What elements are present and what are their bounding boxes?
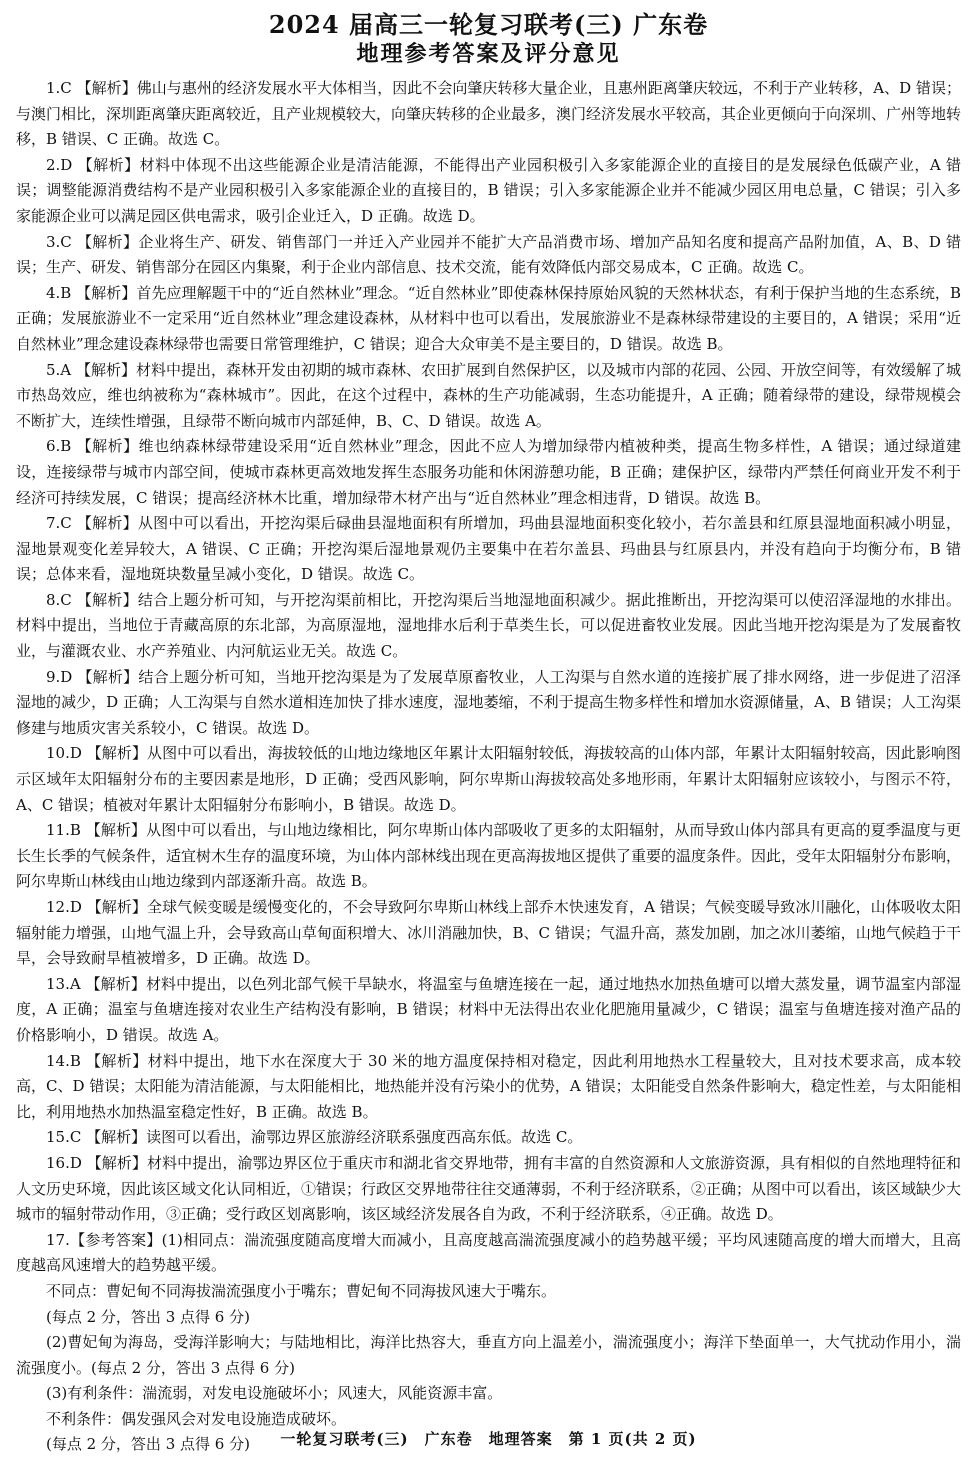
answer-number: 12.D <box>46 898 82 916</box>
analysis-tag: 【解析】 <box>86 898 147 916</box>
answer-text: 结合上题分析可知，当地开挖沟渠是为了发展草原畜牧业，人工沟渠与自然水道的连接扩展了排水网络，进一步促进了沼泽湿地的减少，D 正确；人工沟渠与自然水道相连加快了排水速度，湿地萎缩，不利于提高生物多样性和增加水资源储量，A、B 错误；人工沟渠修建与地质灾害关系较小，C 错误。故选 D。 <box>16 667 961 737</box>
answer-number: 15.C <box>46 1128 82 1147</box>
page-footer: 一轮复习联考(三) 广东卷 地理答案 第 1 页(共 2 页) <box>280 1430 697 1448</box>
answer-item <box>16 972 961 1049</box>
answer-item <box>16 434 961 511</box>
answer-text: 材料中提出，以色列北部气候干旱缺水，将温室与鱼塘连接在一起，通过地热水加热鱼塘可以增大蒸发量，调节温室内部湿度，A 正确；温室与鱼塘连接对农业生产结构没有影响，B 错误；材料中无法得出农业化肥施用量减少，C 错误；温室与鱼塘连接对渔产品的价格影响小，D 错误。故选 A。 <box>16 974 961 1044</box>
analysis-tag: 【解析】 <box>76 437 139 456</box>
answer-text: 从图中可以看出，海拔较低的山地边缘地区年累计太阳辐射较低，海拔较高的山体内部，年累计太阳辐射较高，因此影响图示区域年太阳辐射分布的主要因素是地形，D 正确；受西风影响，阿尔卑斯山海拔较高处多地形雨，年累计太阳辐射应该较小，与图示不符，A、C 错误；植被对年累计太阳辐射分布影响小，B 错误。故选 D。 <box>16 744 961 814</box>
answer-item <box>16 588 961 665</box>
q17-scoring-note: (每点 2 分，答出 3 点得 6 分) <box>46 1435 250 1454</box>
answer-number: 3.C <box>46 232 72 251</box>
analysis-tag: 【解析】 <box>85 974 146 993</box>
answer-item <box>16 741 961 818</box>
answer-number: 14.B <box>46 1051 81 1070</box>
answer-number: 16.D <box>46 1153 82 1172</box>
analysis-tag: 【解析】 <box>76 283 137 302</box>
answer-text: 维也纳森林绿带建设采用“近自然林业”理念，因此不应人为增加绿带内植被种类，提高生物多样性，A 错误；通过绿道建设，连接绿带与城市内部空间，使城市森林更高效地发挥生态服务功能和休闲游憩功能，B 正确；建保护区，绿带内严禁任何商业开发不利于经济可持续发展，C 错误；提高经济林木比重，增加绿带木材产出与“近自然林业”理念相违背，D 错误。故选 B。 <box>16 437 961 507</box>
answer-number: 9.D <box>46 667 73 686</box>
answer-number: 11.B <box>46 821 81 840</box>
answer-text: 材料中提出，森林开发由初期的城市森林、农田扩展到自然保护区，以及城市内部的花园、公园、开放空间等，有效缓解了城市热岛效应，维也纳被称为“森林城市”。因此，在这个过程中，森林的生产功能减弱，生态功能提升，A 正确；随着绿带的建设，绿带规模会不断扩大，连续性增强，且绿带不断向城市内部延伸，B、C、D 错误。故选 A。 <box>16 360 961 430</box>
analysis-tag: 【解析】 <box>76 590 138 609</box>
analysis-tag: 【解析】 <box>77 667 139 686</box>
answer-text: 从图中可以看出，开挖沟渠后碌曲县湿地面积有所增加，玛曲县湿地面积变化较小，若尔盖县和红原县湿地面积减小明显，湿地景观变化差异较大，A 错误、C 正确；开挖沟渠后湿地景观仍主要集中在若尔盖县、玛曲县与红原县内，并没有趋向于均衡分布，B 错误；总体来看，湿地斑块数量呈减小变化，D 错误。故选 C。 <box>16 514 961 584</box>
q17-answer-part3-disadvantages: 不利条件：偶发强风会对发电设施造成破坏。 <box>46 1409 347 1428</box>
answer-text: 结合上题分析可知，与开挖沟渠前相比，开挖沟渠后当地湿地面积减少。据此推断出，开挖沟渠可以使沼泽湿地的水排出。材料中提出，当地位于青藏高原的东北部，为高原湿地，湿地排水后利于草类生长，可以促进畜牧业发展。因此当地开挖沟渠是为了发展畜牧业，与灌溉农业、水产养殖业、内河航运业无关。故选 C。 <box>16 590 961 661</box>
analysis-tag: 【解析】 <box>76 79 137 97</box>
answer-subtitle: 地理参考答案及评分意见 <box>356 42 621 67</box>
answer-number: 4.B <box>46 283 72 302</box>
answer-item <box>16 1151 961 1228</box>
analysis-tag: 【解析】 <box>86 1128 147 1147</box>
analysis-tag: 【解析】 <box>86 1051 148 1070</box>
answer-number: 2.D <box>46 155 73 174</box>
analysis-tag: 【解析】 <box>86 1153 148 1172</box>
answer-text: 首先应理解题干中的“近自然林业”理念。“近自然林业”即使森林保持原始风貌的天然林状态，有利于保护当地的生态系统，B 正确；发展旅游业不一定采用“近自然林业”理念建设森林，从材料中也可以看出，发展旅游业不是森林绿带建设的主要目的，A 错误；采用“近自然林业”理念建设森林绿带也需要日常管理维护，C 错误；迎合大众审美不是主要目的，D 错误。故选 B。 <box>16 283 961 353</box>
answer-text: 企业将生产、研发、销售部门一并迁入产业园并不能扩大产品消费市场、增加产品知名度和提高产品附加值，A、B、D 错误；生产、研发、销售部分在园区内集聚，利于企业内部信息、技术交流，能有效降低内部交易成本，C 正确。故选 C。 <box>16 232 961 277</box>
answer-number: 5.A <box>46 360 72 379</box>
q17-differences: 不同点：曹妃甸不同海拔湍流强度小于嘴东；曹妃甸不同海拔风速大于嘴东。 <box>46 1281 557 1300</box>
answer-text: 从图中可以看出，与山地边缘相比，阿尔卑斯山体内部吸收了更多的太阳辐射，从而导致山体内部具有更高的夏季温度与更长生长季的气候条件，适宜树木生存的温度环境，为山体内部林线出现在更高海拔地区提供了重要的温度条件。因此，受年太阳辐射分布影响，阿尔卑斯山林线由山地边缘到内部逐渐升高。故选 B。 <box>16 821 962 891</box>
q17-answer-part2: (2)曹妃甸为海岛，受海洋影响大；与陆地相比，海洋比热容大，垂直方向上温差小，湍流强度小；海洋下垫面单一，大气扰动作用小，湍流强度小。(每点 2 分，答出 3 点得 6 分) <box>16 1333 961 1377</box>
exam-title: 2024 届高三一轮复习联考(三) 广东卷 <box>268 10 709 39</box>
answer-number: 6.B <box>46 437 72 456</box>
answer-item <box>16 76 961 153</box>
q17-answer-part1: 17.【参考答案】(1)相同点：湍流强度随高度增大而减小，且高度越高湍流强度减小的趋势越平缓；平均风速随高度的增大而增大，且高度越高风速增大的趋势越平缓。 <box>16 1230 961 1275</box>
answer-text: 佛山与惠州的经济发展水平大体相当，因此不会向肇庆转移大量企业，且惠州距离肇庆较远，不利于产业转移，A、D 错误；与澳门相比，深圳距离肇庆距离较近，且产业规模较大，向肇庆转移的企业最多，澳门经济发展水平较高，其企业更倾向于向深圳、广州等地转移，B 错误、C 正确。故选 C。 <box>16 79 962 149</box>
analysis-tag: 【解析】 <box>76 514 138 533</box>
answer-text: 材料中体现不出这些能源企业是清洁能源，不能得出产业园积极引入多家能源企业的直接目的是发展绿色低碳产业，A 错误；调整能源消费结构不是产业园积极引入多家能源企业的直接目的，B 错误；引入多家能源企业并不能减少园区用电总量，C 错误；引入多家能源企业可以满足园区供电需求，吸引企业迁入，D 正确。故选 D。 <box>16 155 961 225</box>
answer-item <box>16 665 961 742</box>
answer-number: 1.C <box>46 79 72 97</box>
answer-item <box>16 1125 961 1151</box>
answer-text: 材料中提出，渝鄂边界区位于重庆市和湖北省交界地带，拥有丰富的自然资源和人文旅游资源，具有相似的自然地理特征和人文历史环境，因此该区域文化认同相近，①错误；行政区交界地带往往交通薄弱，不利于经济联系，②正确；从图中可以看出，该区域缺少大城市的辐射带动作用，③正确；受行政区划离影响，该区域经济发展各自为政，不利于经济联系，④正确。故选 D。 <box>16 1153 962 1224</box>
answer-item <box>16 511 961 588</box>
answer-number: 7.C <box>46 514 72 533</box>
answer-item <box>16 281 961 358</box>
answer-item <box>16 153 961 230</box>
analysis-tag: 【解析】 <box>76 232 139 251</box>
q17-scoring-note: (每点 2 分，答出 3 点得 6 分) <box>46 1307 250 1326</box>
answer-number: 10.D <box>46 744 82 763</box>
answer-number: 8.C <box>46 590 72 609</box>
analysis-tag: 【解析】 <box>77 155 140 174</box>
answer-item <box>16 1049 961 1126</box>
analysis-tag: 【解析】 <box>85 821 147 840</box>
analysis-tag: 【解析】 <box>75 360 136 379</box>
q17-answer-part3-advantages: (3)有利条件：湍流弱，对发电设施破坏小；风速大，风能资源丰富。 <box>46 1384 503 1403</box>
answer-list <box>16 76 961 1458</box>
answer-item <box>16 818 961 895</box>
analysis-tag: 【解析】 <box>86 744 148 763</box>
answer-item <box>16 230 961 281</box>
answer-text: 读图可以看出，渝鄂边界区旅游经济联系强度西高东低。故选 C。 <box>146 1128 583 1147</box>
answer-item <box>16 895 961 972</box>
answer-number: 13.A <box>46 974 81 993</box>
answer-item <box>16 358 961 435</box>
answer-text: 全球气候变暖是缓慢变化的，不会导致阿尔卑斯山林线上部乔木快速发育，A 错误；气候变暖导致冰川融化，山体吸收太阳辐射能力增强，山地气温上升，会导致高山草甸面积增大、冰川消融加快，B、C 错误；气温升高，蒸发加剧，加之冰川萎缩，山地气候趋于干旱，会导致耐旱植被增多，D 正确。故选 D。 <box>16 898 961 968</box>
answer-text: 材料中提出，地下水在深度大于 30 米的地方温度保持相对稳定，因此利用地热水工程量较大，且对技术要求高，成本较高，C、D 错误；太阳能为清洁能源，与太阳能相比，地热能并没有污染小的优势，A 错误；太阳能受自然条件影响大，稳定性差，与太阳能相比，利用地热水加热温室稳定性好，B 正确。故选 B。 <box>16 1051 961 1121</box>
